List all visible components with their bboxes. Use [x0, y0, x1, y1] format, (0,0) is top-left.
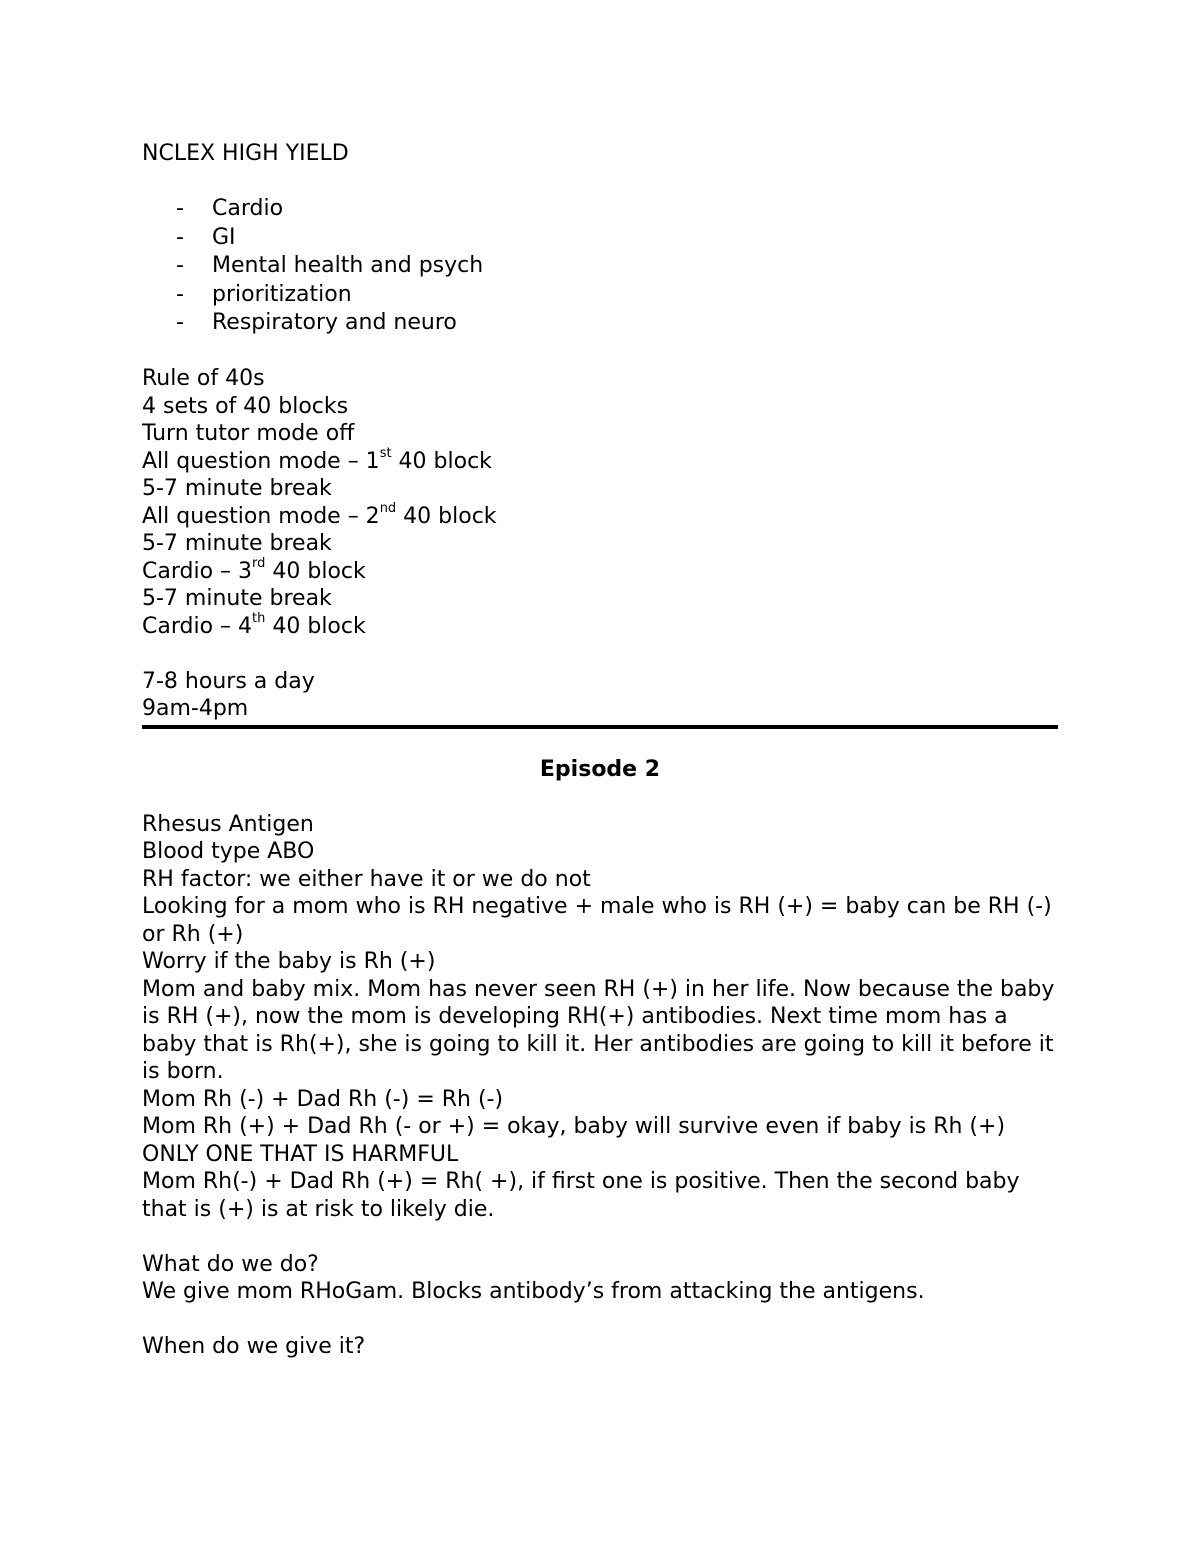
list-item: - prioritization	[142, 281, 1058, 310]
block-4-line: Cardio – 4th 40 block	[142, 611, 366, 639]
list-item: - Mental health and psych	[142, 252, 1058, 281]
text-line: 7-8 hours a day	[142, 668, 315, 694]
text-line: Worry if the baby is Rh (+)	[142, 949, 436, 974]
text-line: What do we do?	[142, 1251, 319, 1277]
text-line: RH factor: we either have it or we do not	[142, 866, 591, 892]
bullet-marker: -	[176, 224, 184, 250]
bullet-marker: -	[176, 196, 184, 221]
list-item: - Cardio	[142, 195, 1058, 224]
text-line: ONLY ONE THAT IS HARMFUL	[142, 1141, 459, 1167]
horizontal-rule	[142, 725, 1058, 729]
rule-of-40s-heading: Rule of 40s	[142, 366, 265, 391]
text-paragraph: Mom Rh (+) + Dad Rh (- or +) = okay, baby will survive even if baby is Rh (+)	[142, 1114, 1006, 1139]
text-line: Mom Rh (-) + Dad Rh (-) = Rh (-)	[142, 1086, 504, 1112]
text-line: Blood type ABO	[142, 839, 315, 864]
block-1-line: All question mode – 1st 40 block	[142, 446, 492, 474]
text-line: 5-7 minute break	[142, 476, 332, 501]
document-page	[142, 140, 1058, 1361]
bullet-marker: -	[176, 310, 184, 335]
list-item: - GI	[142, 224, 1058, 253]
block-3-line: Cardio – 3rd 40 block	[142, 556, 366, 584]
text-line: 5-7 minute break	[142, 586, 332, 611]
text-line: 4 sets of 40 blocks	[142, 393, 349, 419]
text-line: When do we give it?	[142, 1334, 366, 1359]
text-paragraph: Mom and baby mix. Mom has never seen RH (+) in her life. Now because the baby is RH (+), now the mom is developing RH(+) antibodies. Next time mom has a baby that is Rh(+), she is going to kill it. Her antibodies are going to kill it before it is born.	[142, 976, 1055, 1084]
text-line: 9am-4pm	[142, 696, 249, 721]
topic-list	[142, 195, 1058, 338]
text-line: Turn tutor mode off	[142, 421, 355, 446]
bullet-marker: -	[176, 253, 184, 278]
document-title: NCLEX HIGH YIELD	[142, 141, 349, 166]
bullet-marker: -	[176, 281, 184, 307]
text-line: 5-7 minute break	[142, 531, 332, 556]
text-paragraph: Looking for a mom who is RH negative + male who is RH (+) = baby can be RH (-) or Rh (+)	[142, 894, 1052, 947]
text-line: We give mom RHoGam. Blocks antibody’s from attacking the antigens.	[142, 1279, 925, 1304]
list-item: - Respiratory and neuro	[142, 309, 1058, 338]
text-line: Rhesus Antigen	[142, 811, 314, 837]
block-2-line: All question mode – 2nd 40 block	[142, 501, 497, 529]
text-paragraph: Mom Rh(-) + Dad Rh (+) = Rh( +), if first one is positive. Then the second baby that is (+) is at risk to likely die.	[142, 1169, 1020, 1222]
episode-heading: Episode 2	[539, 756, 661, 782]
